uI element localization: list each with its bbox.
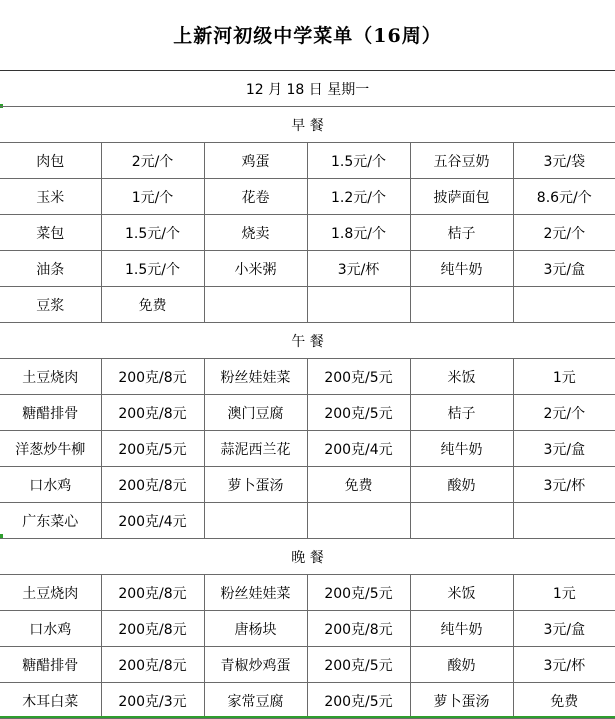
dish-price: 200克/5元 — [307, 395, 410, 431]
dish-price: 免费 — [307, 467, 410, 503]
dish-name: 花卷 — [204, 179, 307, 215]
menu-row — [0, 251, 615, 287]
dish-price: 3元/杯 — [307, 251, 410, 287]
dish-name: 纯牛奶 — [410, 251, 513, 287]
meal-section-title: 晚 餐 — [0, 539, 615, 575]
dish-price — [307, 287, 410, 323]
menu-row — [0, 215, 615, 251]
dish-name: 蒜泥西兰花 — [204, 431, 307, 467]
dish-price: 免费 — [513, 683, 615, 719]
meal-section-title: 午 餐 — [0, 323, 615, 359]
dish-price: 2元/个 — [101, 143, 204, 179]
dish-name: 米饭 — [410, 359, 513, 395]
dish-price: 200克/5元 — [307, 683, 410, 719]
dish-name: 酸奶 — [410, 647, 513, 683]
dish-price: 200克/3元 — [101, 683, 204, 719]
dish-price: 3元/盒 — [513, 431, 615, 467]
dish-price: 免费 — [101, 287, 204, 323]
dish-name: 家常豆腐 — [204, 683, 307, 719]
dish-name: 青椒炒鸡蛋 — [204, 647, 307, 683]
menu-table — [0, 70, 615, 719]
dish-price: 8.6元/个 — [513, 179, 615, 215]
dish-price: 200克/5元 — [307, 647, 410, 683]
dish-price: 1元 — [513, 575, 615, 611]
menu-row — [0, 431, 615, 467]
dish-name: 口水鸡 — [0, 467, 101, 503]
dish-name: 鸡蛋 — [204, 143, 307, 179]
dish-price: 1.2元/个 — [307, 179, 410, 215]
dish-price — [307, 503, 410, 539]
dish-name: 菜包 — [0, 215, 101, 251]
dish-price: 200克/8元 — [101, 359, 204, 395]
dish-price: 200克/5元 — [101, 431, 204, 467]
menu-row — [0, 359, 615, 395]
menu-row — [0, 287, 615, 323]
dish-name: 桔子 — [410, 395, 513, 431]
dish-name: 小米粥 — [204, 251, 307, 287]
dish-name: 肉包 — [0, 143, 101, 179]
dish-price: 2元/个 — [513, 395, 615, 431]
dish-price: 1元/个 — [101, 179, 204, 215]
menu-row — [0, 683, 615, 719]
dish-name: 豆浆 — [0, 287, 101, 323]
dish-name: 广东菜心 — [0, 503, 101, 539]
dish-price — [513, 503, 615, 539]
menu-row — [0, 179, 615, 215]
dish-name: 澳门豆腐 — [204, 395, 307, 431]
dish-price: 1.5元/个 — [307, 143, 410, 179]
dish-price: 200克/5元 — [307, 359, 410, 395]
dish-price: 1元 — [513, 359, 615, 395]
dish-name — [204, 503, 307, 539]
dish-price: 200克/8元 — [101, 395, 204, 431]
meal-header-row — [0, 323, 615, 359]
dish-name: 糖醋排骨 — [0, 647, 101, 683]
dish-name: 玉米 — [0, 179, 101, 215]
menu-row — [0, 575, 615, 611]
dish-name — [410, 503, 513, 539]
dish-name: 唐杨块 — [204, 611, 307, 647]
dish-name — [410, 287, 513, 323]
dish-price: 200克/8元 — [101, 575, 204, 611]
dish-name: 土豆烧肉 — [0, 575, 101, 611]
dish-price: 200克/4元 — [307, 431, 410, 467]
dish-name: 萝卜蛋汤 — [204, 467, 307, 503]
dish-name: 纯牛奶 — [410, 431, 513, 467]
dish-name: 洋葱炒牛柳 — [0, 431, 101, 467]
meal-header-row — [0, 539, 615, 575]
meal-section-title: 早 餐 — [0, 107, 615, 143]
dish-name: 粉丝娃娃菜 — [204, 359, 307, 395]
dish-name: 五谷豆奶 — [410, 143, 513, 179]
menu-row — [0, 611, 615, 647]
dish-price: 3元/盒 — [513, 611, 615, 647]
date-row — [0, 71, 615, 107]
dish-price: 1.5元/个 — [101, 251, 204, 287]
dish-price — [513, 287, 615, 323]
dish-price: 3元/盒 — [513, 251, 615, 287]
dish-name: 米饭 — [410, 575, 513, 611]
menu-row — [0, 647, 615, 683]
dish-price: 200克/4元 — [101, 503, 204, 539]
menu-row — [0, 143, 615, 179]
dish-price: 3元/杯 — [513, 467, 615, 503]
dish-price: 3元/杯 — [513, 647, 615, 683]
dish-name: 土豆烧肉 — [0, 359, 101, 395]
date-line: 12 月 18 日 星期一 — [0, 71, 615, 107]
dish-name: 萝卜蛋汤 — [410, 683, 513, 719]
dish-price: 200克/8元 — [101, 467, 204, 503]
dish-name: 披萨面包 — [410, 179, 513, 215]
dish-name: 烧卖 — [204, 215, 307, 251]
dish-price: 200克/8元 — [101, 611, 204, 647]
menu-row — [0, 503, 615, 539]
dish-name: 粉丝娃娃菜 — [204, 575, 307, 611]
dish-name: 纯牛奶 — [410, 611, 513, 647]
dish-price: 200克/8元 — [307, 611, 410, 647]
dish-price: 200克/8元 — [101, 647, 204, 683]
dish-name: 桔子 — [410, 215, 513, 251]
menu-row — [0, 467, 615, 503]
page-title: 上新河初级中学菜单（16周） — [173, 24, 442, 47]
dish-name: 口水鸡 — [0, 611, 101, 647]
dish-price: 1.5元/个 — [101, 215, 204, 251]
dish-name: 木耳白菜 — [0, 683, 101, 719]
dish-price: 200克/5元 — [307, 575, 410, 611]
menu-row — [0, 395, 615, 431]
dish-name: 油条 — [0, 251, 101, 287]
dish-name: 酸奶 — [410, 467, 513, 503]
dish-name: 糖醋排骨 — [0, 395, 101, 431]
dish-price: 1.8元/个 — [307, 215, 410, 251]
dish-name — [204, 287, 307, 323]
dish-price: 2元/个 — [513, 215, 615, 251]
dish-price: 3元/袋 — [513, 143, 615, 179]
meal-header-row — [0, 107, 615, 143]
